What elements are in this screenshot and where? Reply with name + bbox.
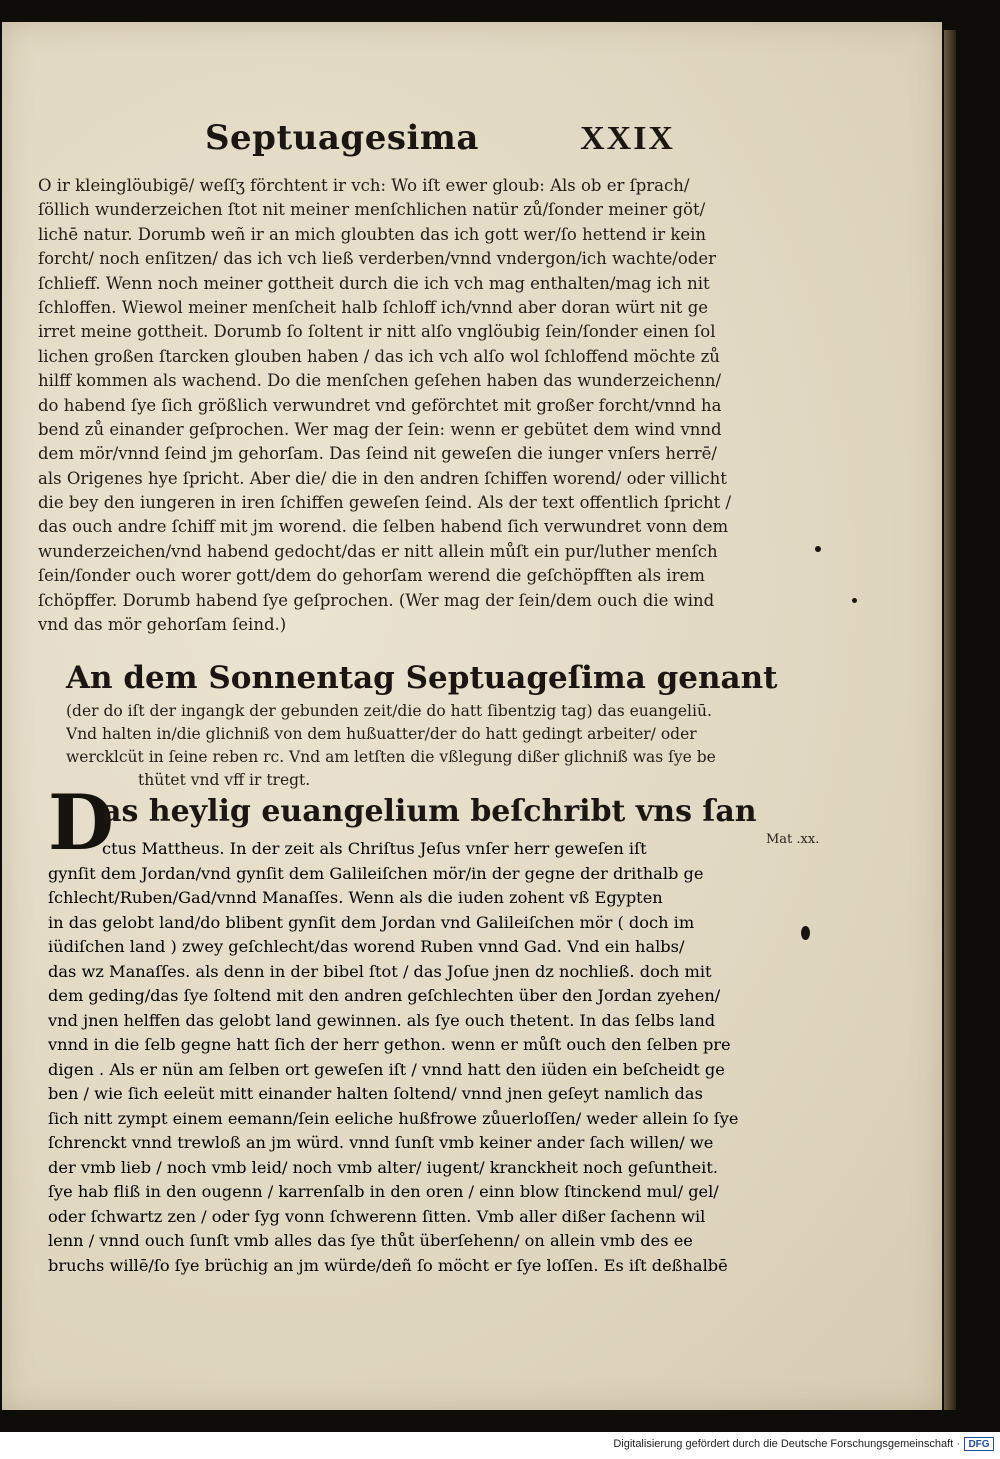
- running-title: Septuagesima: [205, 118, 479, 158]
- text-line: ſich nitt zympt einem eemann/ſein eeliche hußfrowe zůuerloſſen/ weder allein ſo ſye: [48, 1108, 739, 1128]
- text-line: hilff kommen als wachend. Do die menſchen geſehen haben das wunderzeichenn/: [38, 371, 722, 391]
- folio-number: XXIX: [580, 120, 675, 157]
- text-line: bruchs willē/ſo ſye brüchig an jm würde/deñ ſo möcht er ſye loſſen. Es iſt deßhalbē: [48, 1255, 728, 1275]
- text-line: das ouch andre ſchiff mit jm worend. die ſelben habend ſich verwundret vonn dem: [38, 517, 729, 537]
- text-line: das wz Manaſſes. als denn in der bibel ſtot / das Joſue jnen dz nochließ. doch mit: [48, 961, 712, 981]
- text-line: vnd das mör gehorſam ſeind.): [38, 615, 287, 635]
- text-line: wunderzeichen/vnd habend gedocht/das er nitt allein můſt ein pur/luther menſch: [38, 541, 718, 561]
- funding-notice: Digitalisierung gefördert durch die Deutsche Forschungsgemeinschaft ·: [613, 1438, 960, 1450]
- body-text-top: [38, 174, 752, 637]
- text-line: iüdiſchen land ) zwey geſchlecht/das worend Ruben vnnd Gad. Vnd ein halbs/: [48, 937, 685, 956]
- text-line: O ir kleinglöubigē/ weſſʒ förchtent ir vch: Wo iſt ewer gloub: Als ob er ſprach/: [38, 176, 690, 195]
- text-line: ſöllich wunderzeichen ſtot nit meiner menſchlichen natür zů/ſonder meiner göt/: [38, 200, 706, 220]
- ink-spot: [801, 926, 810, 940]
- text-line: ſye hab fliß in den ougenn / karrenſalb in den oren / einn blow ſtinckend mul/ gel/: [48, 1182, 719, 1201]
- text-line: lenn / vnnd ouch ſunſt vmb alles das ſye thůt überſehenn/ on allein vmb des ee: [48, 1231, 693, 1250]
- text-line: do habend ſye ſich größlich verwundret vnd geförchtet mit großer forcht/vnnd ha: [38, 395, 722, 415]
- dfg-logo: DFG: [964, 1437, 994, 1451]
- section-heading: An dem Sonnentag Septuageſima genant: [66, 660, 778, 696]
- text-line: gynſit dem Jordan/vnd gynſit dem Galileiſchen mör/in der gegne der drithalb ge: [48, 863, 704, 883]
- text-line: dem geding/das ſye ſoltend mit den andren geſchlechten über den Jordan zyehen/: [48, 986, 721, 1005]
- heading-subline: Vnd halten in/die glichniß von dem hußuatter/der do hatt gedingt arbeiter/ oder: [66, 725, 697, 743]
- text-line: irret meine gottheit. Dorumb ſo ſoltent ir nitt alſo vnglöubig ſein/ſonder einen ſol: [38, 322, 716, 342]
- text-line: als Origenes hye ſpricht. Aber die/ die in den andren ſchiffen worend/ oder villicht: [38, 468, 727, 488]
- text-line: ſein/ſonder ouch worer gott/dem do gehorſam werend die geſchöpfften als irem: [38, 566, 705, 586]
- section-heading-block: [66, 656, 778, 792]
- text-line: vnd jnen helffen das gelobt land gewinnen. als ſye ouch thetent. In das ſelbs land: [48, 1010, 716, 1030]
- ink-spot: [852, 598, 857, 603]
- text-line: dem mör/vnnd ſeind jm gehorſam. Das ſeind nit geweſen die iunger vnſers herrē/: [38, 444, 717, 464]
- page-edge: [944, 30, 956, 1410]
- gospel-lines: [48, 837, 752, 1278]
- text-line: lichen großen ſtarcken glouben haben / das ich vch alſo wol ſchloffend möchte zů: [38, 346, 720, 366]
- text-line: digen . Als er nün am ſelben ort geweſen iſt / vnnd hatt den iüden ein beſcheidt ge: [48, 1059, 725, 1079]
- text-line: ſchöpffer. Dorumb habend ſye geſprochen. (Wer mag der ſein/dem ouch die wind: [38, 590, 715, 610]
- text-line: die bey den iungeren in iren ſchiffen geweſen ſeind. Als der text offentlich ſpricht /: [38, 493, 732, 513]
- ink-spot: [815, 546, 821, 552]
- text-line: bend zů einander geſprochen. Wer mag der ſein: wenn er gebütet dem wind vnnd: [38, 419, 722, 439]
- text-line: ſchrenckt vnnd trewloß an jm würd. vnnd ſunſt vmb keiner ander ſach willen/ we: [48, 1133, 714, 1152]
- text-line: ſchlecht/Ruben/Gad/vnnd Manaſſes. Wenn als die iuden zohent vß Egypten: [48, 888, 663, 907]
- text-line: lichē natur. Dorumb weñ ir an mich gloubten das ich gott wer/ſo hettend ir kein: [38, 224, 707, 244]
- text-line: ſchloffen. Wiewol meiner menſcheit halb ſchloff ich/vnnd aber doran würt nit ge: [38, 297, 709, 317]
- footer-bar: [0, 1432, 1000, 1459]
- text-line: vnnd in die ſelb gegne hatt ſich der herr gethon. wenn er můſt ouch den ſelben pre: [48, 1035, 731, 1054]
- text-line: ctus Mattheus. In der zeit als Chriſtus Jeſus vnſer herr geweſen iſt: [102, 839, 647, 858]
- text-line: ben / wie ſich eeleüt mitt einander halten ſoltend/ vnnd jnen geſeyt namlich das: [48, 1084, 703, 1103]
- text-line: der vmb lieb / noch vmb leid/ noch vmb alter/ iugent/ kranckheit noch geſuntheit.: [48, 1157, 718, 1177]
- heading-subline: thütet vnd vff ir tregt.: [138, 771, 311, 789]
- marginal-note: Mat .xx.: [766, 832, 820, 847]
- text-line: forcht/ noch enſitzen/ das ich vch ließ verderben/vnnd vndergon/ich wachte/oder: [38, 249, 716, 269]
- heading-subline: (der do iſt der ingangk der gebunden zeit/die do hatt ſibentzig tag) das euangeliū.: [66, 702, 712, 720]
- drop-cap-initial: D: [48, 778, 114, 867]
- text-line: oder ſchwartz zen / oder ſyg vonn ſchwerenn ſitten. Vmb aller dißer ſachenn wil: [48, 1206, 706, 1226]
- gospel-opening-line: as heylig euangelium beſchribt vns ſan: [102, 794, 757, 829]
- heading-subline: wercklcüt in ſeine reben rc. Vnd am letſten die vßlegung dißer glichniß was ſye be: [66, 748, 716, 766]
- text-line: ſchlieff. Wenn noch meiner gottheit durch die ich vch mag enthalten/mag ich nit: [38, 273, 710, 293]
- text-line: in das gelobt land/do blibent gynſit dem Jordan vnd Galileiſchen mör ( doch im: [48, 912, 695, 932]
- page-header: [205, 118, 675, 168]
